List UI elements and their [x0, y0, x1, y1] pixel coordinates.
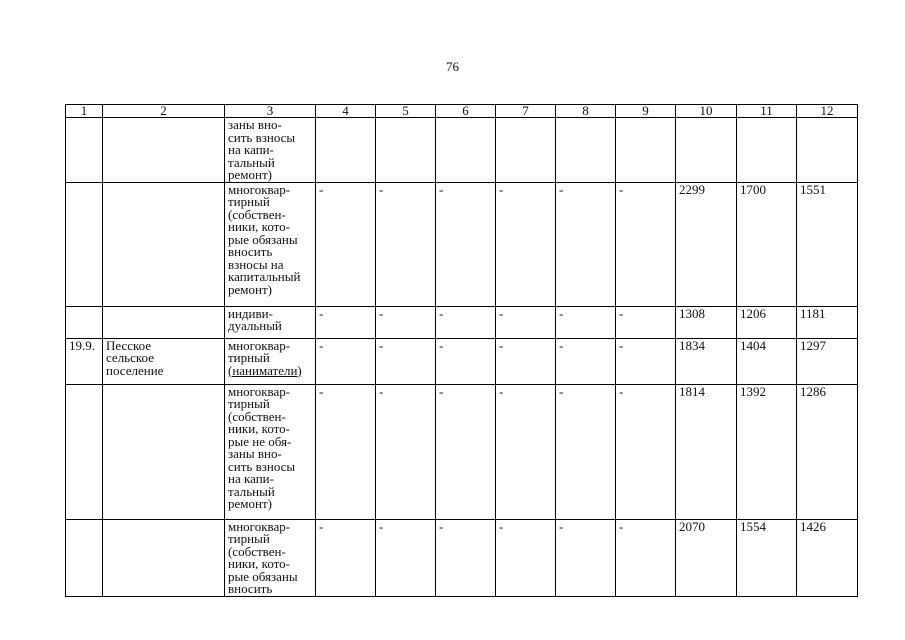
header-cell-9: 9: [616, 105, 676, 118]
value-col-9: [616, 118, 676, 183]
header-row: [66, 105, 858, 118]
value-col-12: 1551: [797, 182, 858, 306]
value-col-10: 2070: [676, 519, 737, 596]
header-cell-5: 5: [376, 105, 436, 118]
value-col-7: -: [496, 306, 556, 338]
value-col-5: -: [376, 384, 436, 519]
value-col-11: 1392: [737, 384, 797, 519]
value-col-5: -: [376, 519, 436, 596]
value-col-7: -: [496, 384, 556, 519]
value-col-8: -: [556, 182, 616, 306]
value-col-10: [676, 118, 737, 183]
table-row: [66, 384, 858, 519]
value-col-4: [316, 118, 376, 183]
value-col-5: [376, 118, 436, 183]
table-row: [66, 519, 858, 596]
value-col-7: [496, 118, 556, 183]
header-cell-1: 1: [66, 105, 103, 118]
settlement-name: [103, 182, 225, 306]
row-number: 19.9.: [66, 338, 103, 384]
value-col-4: -: [316, 182, 376, 306]
value-col-11: [737, 118, 797, 183]
value-col-7: -: [496, 519, 556, 596]
header-cell-4: 4: [316, 105, 376, 118]
value-col-5: -: [376, 306, 436, 338]
value-col-10: 1308: [676, 306, 737, 338]
value-col-10: 2299: [676, 182, 737, 306]
row-number: [66, 519, 103, 596]
value-col-11: 1404: [737, 338, 797, 384]
header-cell-10: 10: [676, 105, 737, 118]
header-cell-6: 6: [436, 105, 496, 118]
value-col-8: -: [556, 306, 616, 338]
header-cell-2: 2: [103, 105, 225, 118]
row-number: [66, 384, 103, 519]
row-number: [66, 118, 103, 183]
housing-type: многоквар- тирный (наниматели): [225, 338, 316, 384]
table-row: [66, 118, 858, 183]
value-col-4: -: [316, 384, 376, 519]
value-col-4: -: [316, 338, 376, 384]
value-col-4: -: [316, 519, 376, 596]
settlement-name: [103, 519, 225, 596]
page-number: 76: [446, 59, 459, 74]
value-col-8: -: [556, 519, 616, 596]
value-col-11: 1206: [737, 306, 797, 338]
settlement-name: [103, 118, 225, 183]
value-col-4: -: [316, 306, 376, 338]
header-cell-3: 3: [225, 105, 316, 118]
value-col-10: 1834: [676, 338, 737, 384]
value-col-11: 1700: [737, 182, 797, 306]
value-col-12: 1297: [797, 338, 858, 384]
value-col-6: -: [436, 384, 496, 519]
value-col-12: 1286: [797, 384, 858, 519]
table-row: [66, 306, 858, 338]
value-col-9: -: [616, 384, 676, 519]
value-col-6: -: [436, 306, 496, 338]
value-col-9: -: [616, 338, 676, 384]
housing-type: индиви- дуальный: [225, 306, 316, 338]
value-col-6: -: [436, 519, 496, 596]
value-col-6: -: [436, 338, 496, 384]
value-col-5: -: [376, 182, 436, 306]
value-col-7: -: [496, 182, 556, 306]
header-cell-11: 11: [737, 105, 797, 118]
housing-type: многоквар- тирный (собствен- ники, кото- рые обязаны вносить взносы на капитальный ремонт): [225, 182, 316, 306]
header-cell-7: 7: [496, 105, 556, 118]
value-col-12: [797, 118, 858, 183]
value-col-7: -: [496, 338, 556, 384]
value-col-9: -: [616, 306, 676, 338]
header-cell-8: 8: [556, 105, 616, 118]
tariff-table: [65, 104, 858, 597]
value-col-9: -: [616, 519, 676, 596]
row-number: [66, 306, 103, 338]
settlement-name: [103, 384, 225, 519]
housing-type: многоквар- тирный (собствен- ники, кото- рые обязаны вносить: [225, 519, 316, 596]
value-col-8: -: [556, 384, 616, 519]
value-col-8: -: [556, 338, 616, 384]
housing-type: многоквар- тирный (собствен- ники, кото- рые не обя- заны вно- сить взносы на капи- тальный ремонт): [225, 384, 316, 519]
settlement-name: [103, 306, 225, 338]
value-col-9: -: [616, 182, 676, 306]
value-col-12: 1426: [797, 519, 858, 596]
row-number: [66, 182, 103, 306]
value-col-8: [556, 118, 616, 183]
value-col-6: -: [436, 182, 496, 306]
table-row: [66, 182, 858, 306]
value-col-6: [436, 118, 496, 183]
housing-type: заны вно- сить взносы на капи- тальный ремонт): [225, 118, 316, 183]
value-col-11: 1554: [737, 519, 797, 596]
value-col-12: 1181: [797, 306, 858, 338]
table-row: [66, 338, 858, 384]
value-col-10: 1814: [676, 384, 737, 519]
settlement-name: Песское сельское поселение: [103, 338, 225, 384]
header-cell-12: 12: [797, 105, 858, 118]
value-col-5: -: [376, 338, 436, 384]
